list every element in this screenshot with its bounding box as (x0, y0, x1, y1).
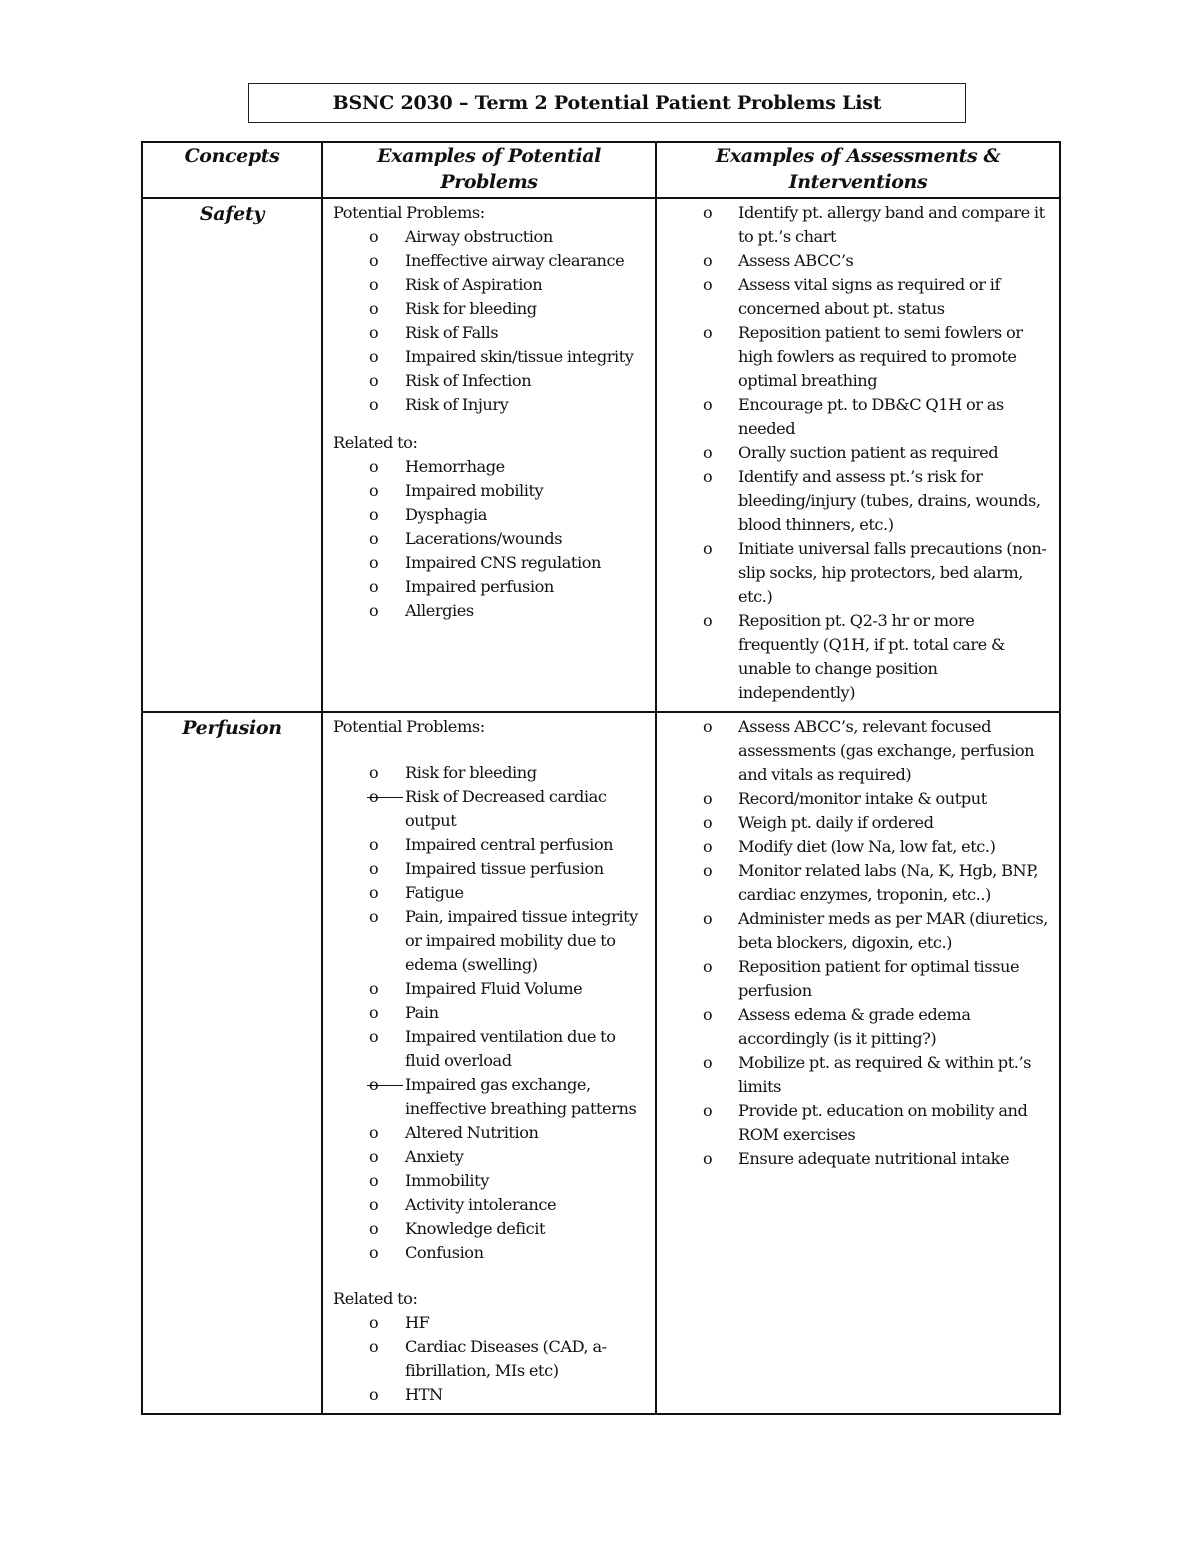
list-item-text: Mobilize pt. as required & within pt.’s limits (738, 1053, 1032, 1096)
safety-interventions-list (703, 201, 1053, 705)
list-item (703, 1051, 1053, 1099)
list-item (333, 345, 649, 369)
bullet-icon: o (703, 837, 713, 856)
list-item (703, 715, 1053, 787)
list-item (703, 907, 1053, 955)
list-item-text: Monitor related labs (Na, K, Hgb, BNP, cardiac enzymes, troponin, etc..) (738, 861, 1039, 904)
bullet-icon: o (369, 1027, 379, 1046)
bullet-icon: o (369, 577, 379, 596)
bullet-icon: o (369, 553, 379, 572)
list-item-text: Reposition patient to semi fowlers or high fowlers as required to promote optimal breathing (738, 323, 1023, 390)
header-interventions (656, 142, 1060, 198)
safety-problems-label: Potential Problems: (333, 203, 485, 222)
list-item-text: Identify and assess pt.’s risk for bleeding/injury (tubes, drains, wounds, blood thinners, etc.) (738, 467, 1041, 534)
list-item-text: Hemorrhage (405, 457, 505, 476)
list-item-text: Impaired skin/tissue integrity (405, 347, 634, 366)
list-item-text: Impaired mobility (405, 481, 544, 500)
bullet-icon: o (369, 601, 379, 620)
list-item (333, 369, 649, 393)
list-item (333, 551, 649, 575)
list-item-text: Confusion (405, 1243, 484, 1262)
list-item-text: Ensure adequate nutritional intake (738, 1149, 1010, 1168)
bullet-icon: o (369, 883, 379, 902)
list-item (333, 1121, 649, 1145)
list-item (333, 1311, 649, 1335)
list-item (333, 1241, 649, 1265)
list-item-text: Cardiac Diseases (CAD, a-fibrillation, MIs etc) (405, 1337, 607, 1380)
list-item (333, 249, 649, 273)
document-title: BSNC 2030 – Term 2 Potential Patient Problems List (248, 83, 966, 123)
list-item-text: Pain, impaired tissue integrity or impaired mobility due to edema (swelling) (405, 907, 638, 974)
bullet-icon: o (369, 299, 379, 318)
bullet-icon: o (369, 457, 379, 476)
bullet-icon: o (369, 1195, 379, 1214)
list-item-text: Modify diet (low Na, low fat, etc.) (738, 837, 996, 856)
list-item-text: Knowledge deficit (405, 1219, 546, 1238)
list-item (703, 609, 1053, 705)
list-item-text: Assess vital signs as required or if concerned about pt. status (738, 275, 1000, 318)
list-item (333, 977, 649, 1001)
list-item (333, 503, 649, 527)
list-item-text: Activity intolerance (405, 1195, 557, 1214)
list-item (333, 393, 649, 417)
list-item (333, 273, 649, 297)
list-item-text: Reposition pt. Q2-3 hr or more frequently (Q1H, if pt. total care & unable to change position independently) (738, 611, 1005, 702)
list-item (333, 785, 649, 833)
list-item (333, 1335, 649, 1383)
bullet-icon: o (369, 529, 379, 548)
list-item (703, 1147, 1053, 1171)
header-problems-label: Examples of Potential Problems (377, 145, 601, 193)
list-item-text: Pain (405, 1003, 439, 1022)
list-item (703, 811, 1053, 835)
problems-table (141, 141, 1061, 1415)
list-item (703, 1003, 1053, 1051)
list-item (703, 835, 1053, 859)
list-item (703, 249, 1053, 273)
perfusion-problems-label: Potential Problems: (333, 717, 485, 736)
list-item (703, 859, 1053, 907)
bullet-icon: o (703, 467, 713, 486)
list-item-text: Provide pt. education on mobility and ROM exercises (738, 1101, 1028, 1144)
list-item (703, 955, 1053, 1003)
bullet-icon: o (369, 1219, 379, 1238)
bullet-icon: o (369, 1337, 379, 1356)
bullet-icon: o (703, 395, 713, 414)
perfusion-related-label: Related to: (333, 1289, 418, 1308)
list-item (703, 201, 1053, 249)
list-item-text: Immobility (405, 1171, 489, 1190)
list-item-text: Dysphagia (405, 505, 488, 524)
perfusion-interventions-list (703, 715, 1053, 1171)
list-item-text: Impaired Fluid Volume (405, 979, 583, 998)
list-item-text: Identify pt. allergy band and compare it to pt.’s chart (738, 203, 1045, 246)
list-item (703, 273, 1053, 321)
list-item (333, 297, 649, 321)
list-item-text: Lacerations/wounds (405, 529, 563, 548)
safety-related-list (333, 455, 649, 623)
bullet-icon: o (369, 1243, 379, 1262)
list-item (333, 225, 649, 249)
bullet-icon: o (703, 909, 713, 928)
list-item-text: HTN (405, 1385, 443, 1404)
list-item-text: Assess ABCC’s (738, 251, 854, 270)
list-item (333, 905, 649, 977)
bullet-icon: o (703, 539, 713, 558)
bullet-icon: o (369, 1313, 379, 1332)
list-item-text: Weigh pt. daily if ordered (738, 813, 934, 832)
list-item (333, 1001, 649, 1025)
bullet-icon: o (369, 1171, 379, 1190)
list-item (703, 537, 1053, 609)
concept-perfusion: Perfusion (142, 712, 322, 1414)
bullet-icon: o (703, 203, 713, 222)
list-item-text: Administer meds as per MAR (diuretics, beta blockers, digoxin, etc.) (738, 909, 1048, 952)
list-item-text: Impaired gas exchange, ineffective breathing patterns (405, 1075, 637, 1118)
list-item (333, 1193, 649, 1217)
list-item-text: Assess ABCC’s, relevant focused assessments (gas exchange, perfusion and vitals as required) (738, 717, 1035, 784)
bullet-icon: o (369, 907, 379, 926)
bullet-icon: o (703, 251, 713, 270)
table-row-perfusion (142, 712, 1060, 1414)
bullet-icon: o (703, 813, 713, 832)
list-item-text: Fatigue (405, 883, 464, 902)
bullet-icon: o (703, 957, 713, 976)
list-item (333, 1383, 649, 1407)
list-item-text: Ineffective airway clearance (405, 251, 625, 270)
bullet-icon: o (703, 1101, 713, 1120)
list-item-text: Record/monitor intake & output (738, 789, 987, 808)
bullet-icon: o (369, 763, 379, 782)
list-item-text: Airway obstruction (405, 227, 553, 246)
bullet-icon: o (369, 1147, 379, 1166)
list-item (333, 881, 649, 905)
list-item (333, 599, 649, 623)
list-item (333, 761, 649, 785)
list-item (333, 857, 649, 881)
concept-safety: Safety (142, 198, 322, 712)
list-item-text: Initiate universal falls precautions (non-slip socks, hip protectors, bed alarm, etc.) (738, 539, 1047, 606)
list-item-text: Impaired CNS regulation (405, 553, 601, 572)
list-item (333, 321, 649, 345)
safety-interventions-cell (656, 198, 1060, 712)
bullet-icon: o (703, 275, 713, 294)
bullet-icon: o (703, 789, 713, 808)
bullet-icon: o (703, 611, 713, 630)
list-item (703, 1099, 1053, 1147)
bullet-icon: o (369, 227, 379, 246)
list-item-text: Orally suction patient as required (738, 443, 999, 462)
list-item (703, 321, 1053, 393)
list-item-text: Risk for bleeding (405, 763, 537, 782)
bullet-icon: o (369, 505, 379, 524)
list-item-text: Risk for bleeding (405, 299, 537, 318)
table-row-safety (142, 198, 1060, 712)
safety-problems-list (333, 225, 649, 417)
header-concepts: Concepts (142, 142, 322, 198)
bullet-icon: o (369, 835, 379, 854)
list-item-text: Risk of Infection (405, 371, 532, 390)
list-item-text: Altered Nutrition (405, 1123, 539, 1142)
list-item (333, 1073, 649, 1121)
bullet-icon: o (369, 979, 379, 998)
list-item-text: Risk of Falls (405, 323, 499, 342)
perfusion-problems-cell (322, 712, 656, 1414)
bullet-icon: o (703, 323, 713, 342)
bullet-icon: o (369, 859, 379, 878)
bullet-icon: o (703, 717, 713, 736)
safety-problems-cell (322, 198, 656, 712)
list-item-text: Reposition patient for optimal tissue perfusion (738, 957, 1020, 1000)
bullet-icon: o (703, 1053, 713, 1072)
list-item-text: Risk of Decreased cardiac output (405, 787, 607, 830)
list-item (703, 393, 1053, 441)
list-item-text: Assess edema & grade edema accordingly (is it pitting?) (738, 1005, 971, 1048)
bullet-icon: o (369, 1073, 378, 1097)
bullet-icon: o (369, 323, 379, 342)
perfusion-related-list (333, 1311, 649, 1407)
bullet-icon: o (369, 251, 379, 270)
safety-related-label: Related to: (333, 433, 418, 452)
list-item (703, 787, 1053, 811)
list-item-text: Impaired ventilation due to fluid overload (405, 1027, 616, 1070)
bullet-icon: o (369, 1003, 379, 1022)
list-item (333, 1217, 649, 1241)
list-item (333, 833, 649, 857)
list-item-text: Risk of Aspiration (405, 275, 543, 294)
list-item (333, 479, 649, 503)
list-item-text: Impaired perfusion (405, 577, 554, 596)
bullet-icon: o (369, 347, 379, 366)
bullet-icon: o (369, 785, 378, 809)
bullet-icon: o (369, 1385, 379, 1404)
bullet-icon: o (369, 395, 379, 414)
perfusion-interventions-cell (656, 712, 1060, 1414)
bullet-icon: o (369, 275, 379, 294)
list-item-text: Anxiety (405, 1147, 464, 1166)
bullet-icon: o (703, 1149, 713, 1168)
list-item (703, 441, 1053, 465)
bullet-icon: o (369, 1123, 379, 1142)
bullet-icon: o (703, 443, 713, 462)
table-header-row (142, 142, 1060, 198)
list-item (333, 455, 649, 479)
list-item (333, 527, 649, 551)
bullet-icon: o (369, 481, 379, 500)
bullet-icon: o (369, 371, 379, 390)
list-item-text: Encourage pt. to DB&C Q1H or as needed (738, 395, 1004, 438)
list-item-text: HF (405, 1313, 430, 1332)
list-item (703, 465, 1053, 537)
bullet-icon: o (703, 1005, 713, 1024)
list-item-text: Impaired tissue perfusion (405, 859, 604, 878)
list-item (333, 1145, 649, 1169)
list-item-text: Allergies (405, 601, 474, 620)
perfusion-problems-list (333, 761, 649, 1265)
list-item-text: Impaired central perfusion (405, 835, 614, 854)
bullet-icon: o (703, 861, 713, 880)
list-item-text: Risk of Injury (405, 395, 509, 414)
header-interventions-label: Examples of Assessments & Interventions (715, 145, 1001, 193)
list-item (333, 575, 649, 599)
list-item (333, 1025, 649, 1073)
list-item (333, 1169, 649, 1193)
header-problems (322, 142, 656, 198)
